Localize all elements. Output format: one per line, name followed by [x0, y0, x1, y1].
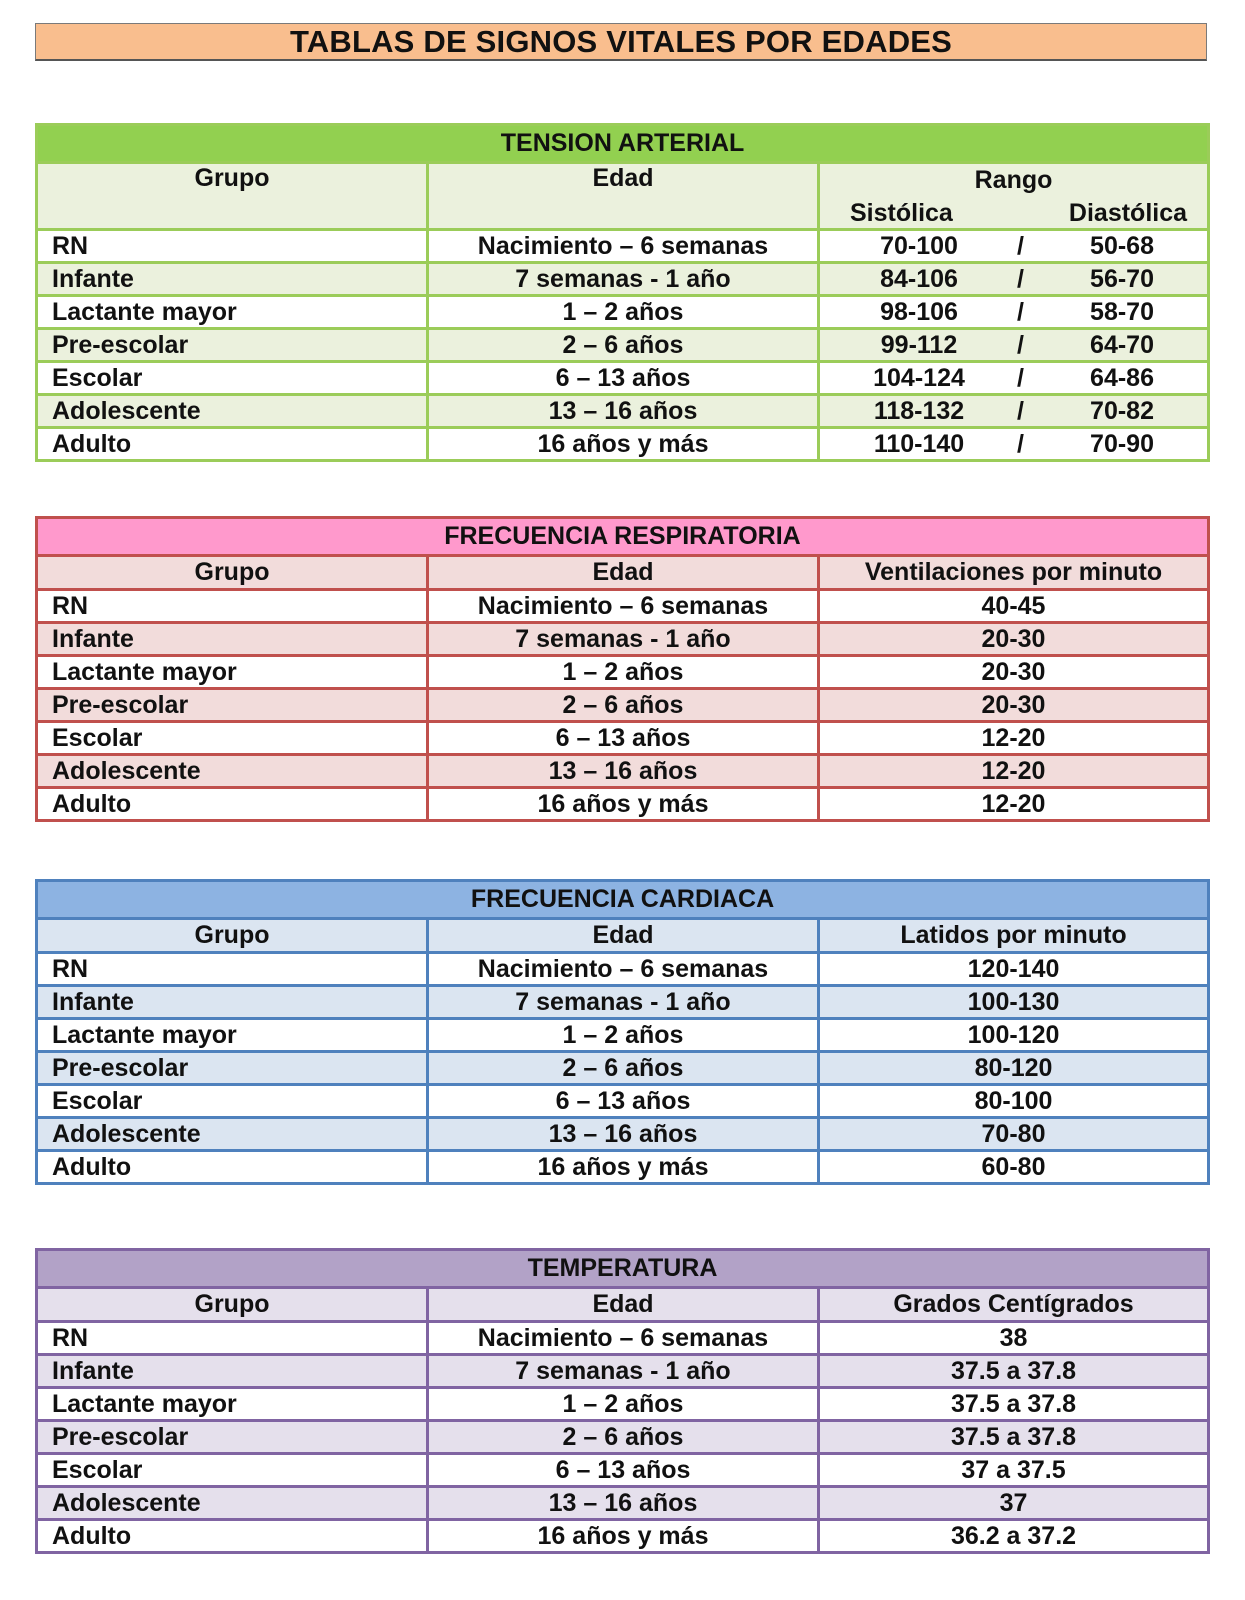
cell-valor: 37 [819, 1487, 1209, 1520]
table-row [37, 1487, 1209, 1520]
cell-edad: 16 años y más [428, 428, 819, 461]
header-edad: Edad [428, 556, 819, 590]
cell-diastolica: 70-90 [1090, 429, 1154, 458]
table-row [37, 623, 1209, 656]
cell-grupo: Escolar [37, 362, 428, 395]
tension-arterial-title: TENSION ARTERIAL [37, 125, 1209, 163]
table-row [37, 755, 1209, 788]
cell-edad: 1 – 2 años [428, 296, 819, 329]
cell-sistolica: 84-106 [880, 264, 958, 293]
cell-edad: 2 – 6 años [428, 329, 819, 362]
cell-grupo: Lactante mayor [37, 1019, 428, 1052]
header-grupo: Grupo [37, 1288, 428, 1322]
cell-valor: 100-130 [819, 986, 1209, 1019]
header-grupo: Grupo [37, 919, 428, 953]
cell-valor: 12-20 [819, 788, 1209, 821]
cell-diastolica: 56-70 [1090, 264, 1154, 293]
table-row [37, 1151, 1209, 1184]
table-row [37, 986, 1209, 1019]
cell-grupo: Adolescente [37, 1487, 428, 1520]
cell-edad: Nacimiento – 6 semanas [428, 953, 819, 986]
page-title: TABLAS DE SIGNOS VITALES POR EDADES [35, 23, 1207, 61]
cell-valor: 37.5 a 37.8 [819, 1355, 1209, 1388]
table-row [37, 428, 1209, 461]
header-grupo: Grupo [37, 556, 428, 590]
cell-grupo: RN [37, 953, 428, 986]
cell-edad: 1 – 2 años [428, 656, 819, 689]
header-grados: Grados Centígrados [819, 1288, 1209, 1322]
cell-valor: 37.5 a 37.8 [819, 1388, 1209, 1421]
header-grupo: Grupo [37, 163, 428, 230]
cell-edad: Nacimiento – 6 semanas [428, 230, 819, 263]
cell-edad: 6 – 13 años [428, 722, 819, 755]
cell-edad: Nacimiento – 6 semanas [428, 590, 819, 623]
range-separator: / [1017, 231, 1024, 260]
cell-rango [819, 296, 1209, 329]
table-row [37, 395, 1209, 428]
cell-valor: 80-100 [819, 1085, 1209, 1118]
cell-diastolica: 64-70 [1090, 330, 1154, 359]
cell-diastolica: 70-82 [1090, 396, 1154, 425]
cell-edad: 13 – 16 años [428, 395, 819, 428]
header-rango-label: Rango [974, 166, 1053, 194]
frecuencia-respiratoria-title: FRECUENCIA RESPIRATORIA [37, 518, 1209, 556]
cell-diastolica: 50-68 [1090, 231, 1154, 260]
table-row [37, 590, 1209, 623]
header-diastolica: Diastólica [1068, 198, 1188, 227]
cell-grupo: Escolar [37, 1454, 428, 1487]
cell-valor: 70-80 [819, 1118, 1209, 1151]
cell-grupo: Infante [37, 623, 428, 656]
cell-grupo: Adolescente [37, 1118, 428, 1151]
cell-valor: 100-120 [819, 1019, 1209, 1052]
table-row [37, 1019, 1209, 1052]
cell-edad: 1 – 2 años [428, 1388, 819, 1421]
cell-valor: 37 a 37.5 [819, 1454, 1209, 1487]
cell-grupo: RN [37, 1322, 428, 1355]
cell-grupo: Adulto [37, 788, 428, 821]
cell-valor: 38 [819, 1322, 1209, 1355]
table-row [37, 1454, 1209, 1487]
cell-valor: 60-80 [819, 1151, 1209, 1184]
cell-valor: 12-20 [819, 755, 1209, 788]
temperatura-table [35, 1248, 1210, 1554]
cell-valor: 20-30 [819, 623, 1209, 656]
cell-edad: 6 – 13 años [428, 1454, 819, 1487]
table-row [37, 1520, 1209, 1553]
cell-edad: 2 – 6 años [428, 1052, 819, 1085]
cell-grupo: Adolescente [37, 395, 428, 428]
cell-sistolica: 99-112 [880, 330, 958, 359]
cell-grupo: Adulto [37, 1151, 428, 1184]
tension-arterial-table [35, 123, 1210, 462]
table-row [37, 689, 1209, 722]
cell-sistolica: 98-106 [880, 297, 958, 326]
cell-grupo: Pre-escolar [37, 689, 428, 722]
cell-grupo: Pre-escolar [37, 1052, 428, 1085]
cell-edad: 6 – 13 años [428, 1085, 819, 1118]
cell-edad: 1 – 2 años [428, 1019, 819, 1052]
cell-valor: 36.2 a 37.2 [819, 1520, 1209, 1553]
cell-edad: 7 semanas - 1 año [428, 623, 819, 656]
table-row [37, 953, 1209, 986]
cell-valor: 20-30 [819, 689, 1209, 722]
table-row [37, 722, 1209, 755]
cell-grupo: Infante [37, 263, 428, 296]
header-edad: Edad [428, 919, 819, 953]
cell-grupo: Lactante mayor [37, 656, 428, 689]
cell-grupo: RN [37, 590, 428, 623]
table-row [37, 296, 1209, 329]
range-separator: / [1017, 429, 1024, 458]
range-separator: / [1017, 330, 1024, 359]
header-latidos: Latidos por minuto [819, 919, 1209, 953]
cell-valor: 80-120 [819, 1052, 1209, 1085]
cell-sistolica: 118-132 [873, 396, 965, 425]
frecuencia-cardiaca-title: FRECUENCIA CARDIACA [37, 881, 1209, 919]
range-separator: / [1017, 396, 1024, 425]
header-edad: Edad [428, 163, 819, 230]
cell-valor: 37.5 a 37.8 [819, 1421, 1209, 1454]
table-row [37, 230, 1209, 263]
table-row [37, 1421, 1209, 1454]
cell-grupo: Infante [37, 1355, 428, 1388]
table-row [37, 263, 1209, 296]
cell-rango [819, 329, 1209, 362]
cell-edad: 6 – 13 años [428, 362, 819, 395]
cell-edad: 13 – 16 años [428, 1487, 819, 1520]
table-row [37, 788, 1209, 821]
cell-valor: 120-140 [819, 953, 1209, 986]
cell-edad: 7 semanas - 1 año [428, 263, 819, 296]
frecuencia-cardiaca-table [35, 879, 1210, 1185]
table-row [37, 1118, 1209, 1151]
cell-grupo: Adolescente [37, 755, 428, 788]
header-sistolica: Sistólica [850, 198, 953, 227]
cell-grupo: Infante [37, 986, 428, 1019]
frecuencia-respiratoria-table [35, 516, 1210, 822]
cell-valor: 40-45 [819, 590, 1209, 623]
cell-edad: 16 años y más [428, 1520, 819, 1553]
cell-edad: Nacimiento – 6 semanas [428, 1322, 819, 1355]
cell-valor: 20-30 [819, 656, 1209, 689]
cell-edad: 7 semanas - 1 año [428, 1355, 819, 1388]
cell-grupo: Adulto [37, 1520, 428, 1553]
cell-edad: 16 años y más [428, 788, 819, 821]
table-row [37, 1322, 1209, 1355]
cell-rango [819, 263, 1209, 296]
header-ventilaciones: Ventilaciones por minuto [819, 556, 1209, 590]
cell-rango [819, 428, 1209, 461]
cell-rango [819, 362, 1209, 395]
header-edad: Edad [428, 1288, 819, 1322]
cell-diastolica: 58-70 [1090, 297, 1154, 326]
cell-grupo: Pre-escolar [37, 329, 428, 362]
cell-valor: 12-20 [819, 722, 1209, 755]
cell-edad: 7 semanas - 1 año [428, 986, 819, 1019]
table-row [37, 362, 1209, 395]
table-row [37, 1052, 1209, 1085]
cell-grupo: Escolar [37, 1085, 428, 1118]
cell-edad: 13 – 16 años [428, 755, 819, 788]
table-row [37, 1388, 1209, 1421]
cell-grupo: Lactante mayor [37, 1388, 428, 1421]
header-rango [819, 163, 1209, 230]
cell-sistolica: 104-124 [873, 363, 965, 392]
cell-edad: 16 años y más [428, 1151, 819, 1184]
temperatura-title: TEMPERATURA [37, 1250, 1209, 1288]
table-row [37, 1355, 1209, 1388]
cell-grupo: Lactante mayor [37, 296, 428, 329]
range-separator: / [1017, 264, 1024, 293]
cell-grupo: Escolar [37, 722, 428, 755]
cell-rango [819, 230, 1209, 263]
cell-edad: 2 – 6 años [428, 1421, 819, 1454]
cell-sistolica: 110-140 [873, 429, 965, 458]
range-separator: / [1017, 363, 1024, 392]
cell-grupo: Pre-escolar [37, 1421, 428, 1454]
table-row [37, 329, 1209, 362]
table-row [37, 656, 1209, 689]
cell-diastolica: 64-86 [1090, 363, 1154, 392]
cell-rango [819, 395, 1209, 428]
range-separator: / [1017, 297, 1024, 326]
cell-grupo: RN [37, 230, 428, 263]
cell-grupo: Adulto [37, 428, 428, 461]
cell-edad: 2 – 6 años [428, 689, 819, 722]
table-row [37, 1085, 1209, 1118]
cell-sistolica: 70-100 [880, 231, 958, 260]
cell-edad: 13 – 16 años [428, 1118, 819, 1151]
